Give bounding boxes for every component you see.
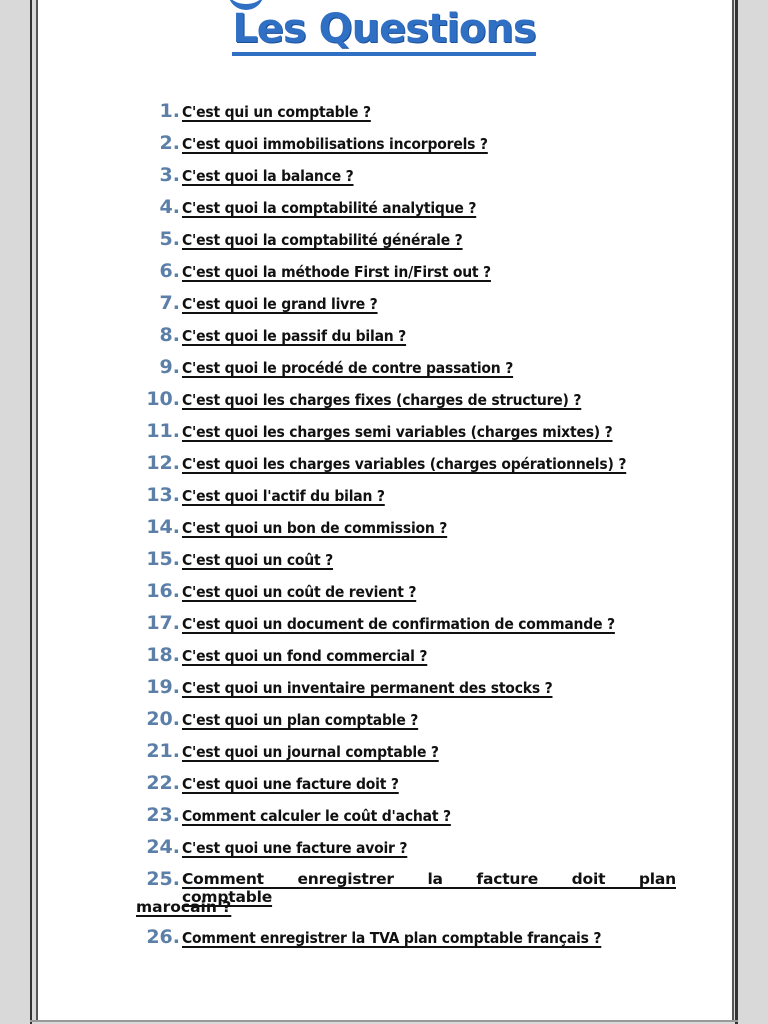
- question-number: 5.: [159, 228, 180, 250]
- question-number: 21.: [146, 740, 180, 762]
- question-text: C'est quoi les charges semi variables (charges mixtes) ?: [182, 423, 613, 441]
- question-item-4: [136, 196, 681, 224]
- question-text: C'est quoi la balance ?: [182, 167, 354, 185]
- question-text: C'est quoi les charges fixes (charges de structure) ?: [182, 391, 582, 409]
- question-number: 23.: [146, 804, 180, 826]
- question-text: C'est quoi un coût de revient ?: [182, 583, 417, 601]
- question-number: 6.: [159, 260, 180, 282]
- question-item-23: [136, 804, 681, 832]
- question-text-line1: Comment enregistrer la facture doit plan comptable: [182, 870, 676, 906]
- question-number: 11.: [146, 420, 180, 442]
- question-item-12: [136, 452, 681, 480]
- question-text-line2: marocain ?: [136, 898, 232, 916]
- question-number: 7.: [159, 292, 180, 314]
- question-item-16: [136, 580, 681, 608]
- question-item-18: [136, 644, 681, 672]
- page-border-bottom: [30, 1020, 738, 1022]
- question-number: 24.: [146, 836, 180, 858]
- question-item-7: [136, 292, 681, 320]
- question-item-17: [136, 612, 681, 640]
- question-text: C'est quoi les charges variables (charges opérationnels) ?: [182, 455, 627, 473]
- question-number: 8.: [159, 324, 180, 346]
- question-text: C'est quoi un journal comptable ?: [182, 743, 439, 761]
- question-number: 14.: [146, 516, 180, 538]
- question-number: 13.: [146, 484, 180, 506]
- question-number: 25.: [146, 868, 180, 890]
- question-text: C'est quoi le passif du bilan ?: [182, 327, 407, 345]
- question-text: C'est quoi immobilisations incorporels ?: [182, 135, 488, 153]
- question-item-21: [136, 740, 681, 768]
- question-number: 17.: [146, 612, 180, 634]
- question-text: C'est quoi la comptabilité générale ?: [182, 231, 463, 249]
- question-item-2: [136, 132, 681, 160]
- question-text: C'est quoi un document de confirmation de commande ?: [182, 615, 615, 633]
- question-item-19: [136, 676, 681, 704]
- question-number: 3.: [159, 164, 180, 186]
- question-number: 19.: [146, 676, 180, 698]
- question-number: 18.: [146, 644, 180, 666]
- question-text: C'est quoi un coût ?: [182, 551, 334, 569]
- question-number: 22.: [146, 772, 180, 794]
- question-item-6: [136, 260, 681, 288]
- question-text: Comment calculer le coût d'achat ?: [182, 807, 451, 825]
- question-text: C'est quoi une facture doit ?: [182, 775, 399, 793]
- question-item-26: [136, 926, 681, 954]
- question-number: 1.: [159, 100, 180, 122]
- page-border-right: [735, 0, 738, 1024]
- question-number: 4.: [159, 196, 180, 218]
- question-number: 15.: [146, 548, 180, 570]
- question-number: 9.: [159, 356, 180, 378]
- question-text: C'est quoi un inventaire permanent des stocks ?: [182, 679, 553, 697]
- question-item-22: [136, 772, 681, 800]
- question-text: C'est quoi un fond commercial ?: [182, 647, 428, 665]
- question-text: C'est quoi le grand livre ?: [182, 295, 378, 313]
- question-text: C'est quoi un plan comptable ?: [182, 711, 419, 729]
- question-number: 26.: [146, 926, 180, 948]
- question-text: C'est quoi le procédé de contre passation ?: [182, 359, 514, 377]
- question-item-10: [136, 388, 681, 416]
- page-title-text: Les Questions: [232, 6, 535, 56]
- question-text: C'est qui un comptable ?: [182, 103, 371, 121]
- question-number: 12.: [146, 452, 180, 474]
- question-text: C'est quoi la méthode First in/First out ?: [182, 263, 491, 281]
- question-text: C'est quoi l'actif du bilan ?: [182, 487, 385, 505]
- question-item-24: [136, 836, 681, 864]
- question-number: 16.: [146, 580, 180, 602]
- question-text: Comment enregistrer la TVA plan comptable français ?: [182, 929, 602, 947]
- question-item-20: [136, 708, 681, 736]
- question-text: C'est quoi une facture avoir ?: [182, 839, 408, 857]
- question-item-9: [136, 356, 681, 384]
- question-item-11: [136, 420, 681, 448]
- question-item-13: [136, 484, 681, 512]
- question-item-1: [136, 100, 681, 128]
- question-number: 20.: [146, 708, 180, 730]
- question-number: 2.: [159, 132, 180, 154]
- question-item-8: [136, 324, 681, 352]
- question-number: 10.: [146, 388, 180, 410]
- question-item-14: [136, 516, 681, 544]
- question-text: C'est quoi un bon de commission ?: [182, 519, 448, 537]
- page-border-left: [30, 0, 32, 1024]
- question-item-5: [136, 228, 681, 256]
- question-item-15: [136, 548, 681, 576]
- question-text: C'est quoi la comptabilité analytique ?: [182, 199, 477, 217]
- page-title: [0, 6, 768, 52]
- question-item-3: [136, 164, 681, 192]
